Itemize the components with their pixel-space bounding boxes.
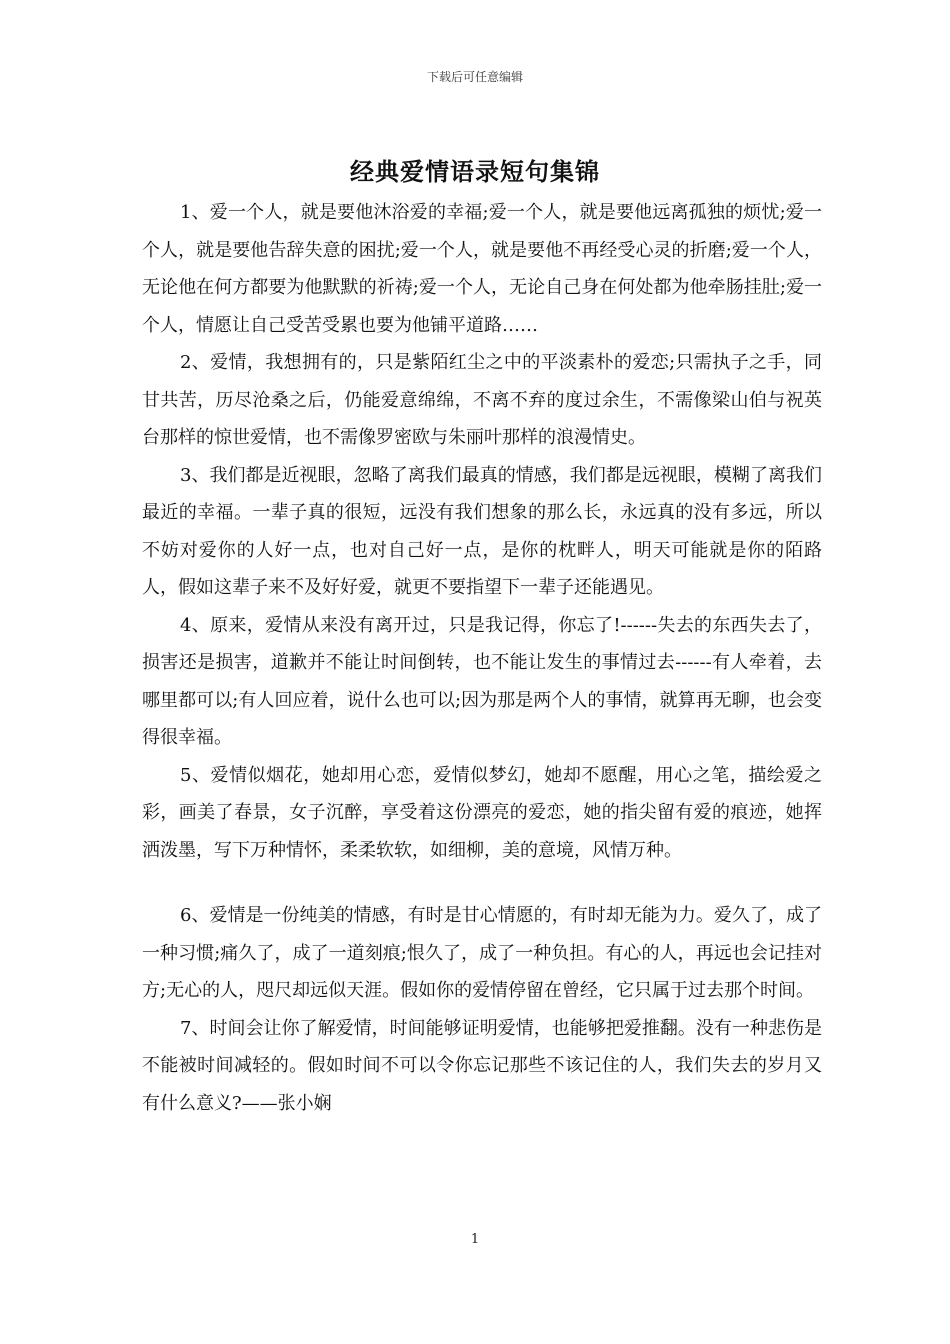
page-number: 1 [470, 1232, 480, 1247]
document-title: 经典爱情语录短句集锦 [350, 157, 600, 186]
document-body [142, 194, 822, 1122]
paragraph-3: 3、我们都是近视眼，忽略了离我们最真的情感，我们都是远视眼，模糊了离我们最近的幸福。一辈子真的很短，远没有我们想象的那么长，永远真的没有多远，所以不妨对爱你的人好一点，也对自己好一点，是你的枕畔人，明天可能就是你的陌路人，假如这辈子来不及好好爱，就更不要指望下一辈子还能遇见。 [142, 464, 822, 598]
paragraph-7: 7、时间会让你了解爱情，时间能够证明爱情，也能够把爱推翻。没有一种悲伤是不能被时间减轻的。假如时间不可以令你忘记那些不该记住的人，我们失去的岁月又有什么意义?——张小娴 [142, 1017, 822, 1114]
paragraph-5: 5、爱情似烟花，她却用心恋，爱情似梦幻，她却不愿醒，用心之笔，描绘爱之彩，画美了春景，女子沉醉，享受着这份漂亮的爱恋，她的指尖留有爱的痕迹，她挥洒泼墨，写下万种情怀，柔柔软软，如细柳，美的意境，风情万种。 [142, 764, 822, 861]
paragraph-2: 2、爱情，我想拥有的，只是紫陌红尘之中的平淡素朴的爱恋;只需执子之手，同甘共苦，历尽沧桑之后，仍能爱意绵绵，不离不弃的度过余生，不需像梁山伯与祝英台那样的惊世爱情，也不需像罗密欧与朱丽叶那样的浪漫情史。 [142, 352, 822, 448]
paragraph-6: 6、爱情是一份纯美的情感，有时是甘心情愿的，有时却无能为力。爱久了，成了一种习惯;痛久了，成了一道刻痕;恨久了，成了一种负担。有心的人，再远也会记挂对方;无心的人，咫尺却远似天涯。假如你的爱情停留在曾经，它只属于过去那个时间。 [142, 905, 822, 1001]
page-header-note: 下载后可任意编辑 [426, 70, 523, 84]
paragraph-4: 4、原来，爱情从来没有离开过，只是我记得，你忘了!------失去的东西失去了，损害还是损害，道歉并不能让时间倒转，也不能让发生的事情过去------有人牵着，去哪里都可以;有人回应着，说什么也可以;因为那是两个人的事情，就算再无聊，也会变得很幸福。 [142, 614, 822, 748]
paragraph-1: 1、爱一个人，就是要他沐浴爱的幸福;爱一个人，就是要他远离孤独的烦忧;爱一个人，就是要他告辞失意的困扰;爱一个人，就是要他不再经受心灵的折磨;爱一个人，无论他在何方都要为他默默的祈祷;爱一个人，无论自己身在何处都为他牵肠挂肚;爱一个人，情愿让自己受苦受累也要为他铺平道路…… [142, 202, 822, 336]
